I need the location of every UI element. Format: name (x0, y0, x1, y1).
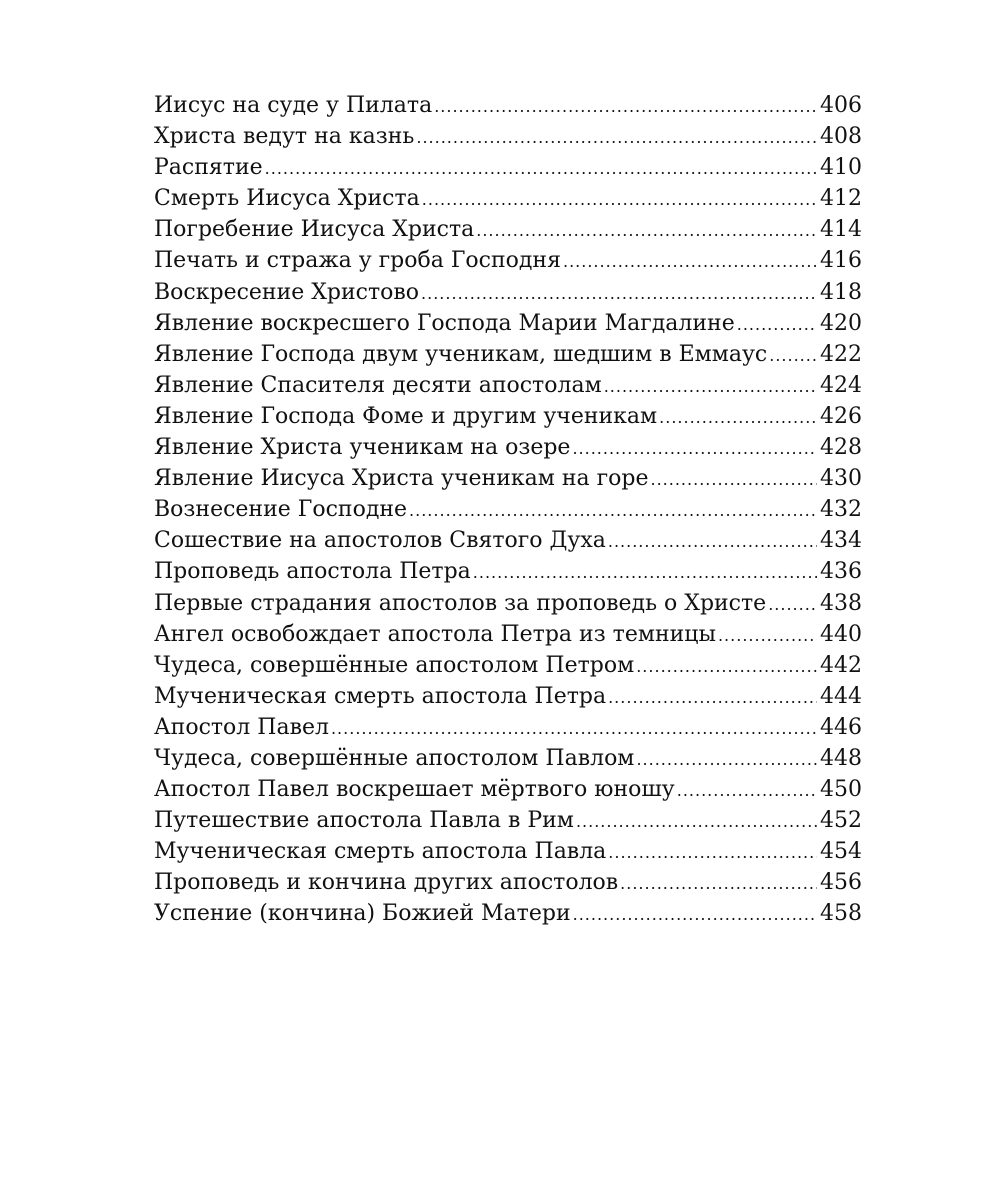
toc-entry (154, 622, 862, 653)
toc-entry (154, 901, 862, 932)
toc-entry-page-number: 406 (820, 93, 862, 118)
toc-entry-title: Апостол Павел воскрешает мёртвого юношу (154, 777, 675, 803)
toc-entry-page-number: 414 (820, 217, 862, 243)
dot-leader (573, 905, 817, 924)
toc-entry-page-number: 426 (820, 403, 862, 429)
dot-leader (473, 563, 817, 582)
dot-leader (604, 377, 817, 396)
toc-entry-page-number: 448 (820, 745, 862, 771)
toc-entry-title: Мученическая смерть апостола Павла (154, 839, 607, 865)
toc-entry-title: Погребение Иисуса Христа (154, 217, 475, 243)
toc-entry-title: Явление Господа двум ученикам, шедшим в Еммаус (154, 341, 768, 367)
toc-entry (154, 777, 862, 808)
toc-entry-page-number: 422 (820, 341, 862, 367)
dot-leader (331, 719, 817, 738)
dot-leader (563, 252, 817, 271)
toc-entry (154, 280, 862, 311)
toc-entry-title: Проповедь апостола Петра (154, 559, 471, 585)
toc-entry-title: Проповедь и кончина других апостолов (154, 870, 619, 896)
toc-entry-page-number: 428 (820, 435, 862, 461)
toc-entry (154, 684, 862, 715)
dot-leader (636, 657, 817, 676)
toc-entry (154, 217, 862, 248)
toc-entry-title: Вознесение Господне (154, 497, 408, 523)
toc-entry (154, 435, 862, 466)
toc-entry (154, 497, 862, 528)
toc-entry-page-number: 456 (820, 870, 862, 896)
dot-leader (476, 221, 817, 240)
table-of-contents (154, 93, 862, 933)
toc-entry-title: Христа ведут на казнь (154, 124, 415, 150)
toc-entry-page-number: 454 (820, 839, 862, 865)
toc-entry-page-number: 408 (820, 124, 862, 150)
dot-leader (769, 346, 817, 365)
dot-leader (718, 626, 817, 645)
toc-entry-title: Успение (кончина) Божией Матери (154, 901, 571, 927)
toc-entry-title: Явление Господа Фоме и другим ученикам (154, 403, 658, 429)
toc-entry-page-number: 450 (820, 777, 862, 803)
toc-entry-title: Явление Христа ученикам на озере (154, 435, 571, 461)
toc-entry-title: Воскресение Христово (154, 279, 420, 305)
toc-entry-page-number: 436 (820, 559, 862, 585)
toc-entry-title: Явление Спасителя десяти апостолам (154, 372, 602, 398)
dot-leader (421, 284, 817, 303)
toc-entry (154, 155, 862, 186)
dot-leader (576, 812, 817, 831)
toc-entry-title: Первые страдания апостолов за проповедь о Христе (154, 590, 767, 616)
dot-leader (608, 688, 817, 707)
toc-entry-page-number: 412 (820, 186, 862, 212)
dot-leader (636, 750, 817, 769)
dot-leader (572, 439, 817, 458)
dot-leader (677, 781, 817, 800)
toc-entry-title: Путешествие апостола Павла в Рим (154, 808, 574, 834)
toc-entry (154, 591, 862, 622)
toc-entry (154, 839, 862, 870)
dot-leader (620, 874, 817, 893)
toc-entry-page-number: 424 (820, 372, 862, 398)
toc-entry (154, 186, 862, 217)
toc-entry (154, 746, 862, 777)
toc-entry-page-number: 438 (820, 590, 862, 616)
toc-entry-page-number: 442 (820, 652, 862, 678)
dot-leader (768, 595, 817, 614)
toc-entry (154, 404, 862, 435)
toc-entry-page-number: 452 (820, 808, 862, 834)
toc-entry (154, 559, 862, 590)
toc-entry (154, 808, 862, 839)
toc-entry-title: Ангел освобождает апостола Петра из темницы (154, 621, 716, 647)
toc-entry (154, 870, 862, 901)
toc-entry-page-number: 416 (820, 248, 862, 274)
toc-entry-title: Явление воскресшего Господа Марии Магдалине (154, 310, 735, 336)
toc-entry-title: Чудеса, совершённые апостолом Петром (154, 652, 635, 678)
toc-entry (154, 653, 862, 684)
dot-leader (265, 159, 817, 178)
toc-entry-title: Явление Иисуса Христа ученикам на горе (154, 466, 649, 492)
toc-entry-page-number: 410 (820, 155, 862, 181)
dot-leader (409, 501, 817, 520)
toc-entry-title: Распятие (154, 155, 263, 181)
dot-leader (608, 532, 817, 551)
dot-leader (434, 97, 817, 116)
toc-entry-page-number: 420 (820, 310, 862, 336)
toc-entry (154, 715, 862, 746)
toc-entry-title: Мученическая смерть апостола Петра (154, 683, 607, 709)
dot-leader (416, 128, 817, 147)
toc-entry (154, 528, 862, 559)
dot-leader (608, 843, 817, 862)
toc-entry (154, 466, 862, 497)
toc-entry-title: Смерть Иисуса Христа (154, 186, 420, 212)
toc-entry-title: Иисус на суде у Пилата (154, 93, 433, 118)
toc-entry-page-number: 434 (820, 528, 862, 554)
toc-entry-page-number: 444 (820, 683, 862, 709)
dot-leader (422, 190, 817, 209)
toc-entry (154, 342, 862, 373)
toc-entry-page-number: 430 (820, 466, 862, 492)
dot-leader (737, 315, 817, 334)
toc-entry (154, 93, 862, 124)
toc-entry-page-number: 446 (820, 714, 862, 740)
toc-entry-page-number: 418 (820, 279, 862, 305)
toc-entry-title: Печать и стража у гроба Господня (154, 248, 561, 274)
toc-entry (154, 311, 862, 342)
toc-entry-page-number: 440 (820, 621, 862, 647)
dot-leader (651, 470, 818, 489)
toc-entry-page-number: 432 (820, 497, 862, 523)
toc-entry-title: Чудеса, совершённые апостолом Павлом (154, 745, 635, 771)
toc-entry (154, 124, 862, 155)
dot-leader (659, 408, 817, 427)
toc-entry (154, 248, 862, 279)
toc-entry-title: Апостол Павел (154, 714, 329, 740)
toc-entry-title: Сошествие на апостолов Святого Духа (154, 528, 606, 554)
toc-entry-page-number: 458 (820, 901, 862, 927)
toc-entry (154, 373, 862, 404)
